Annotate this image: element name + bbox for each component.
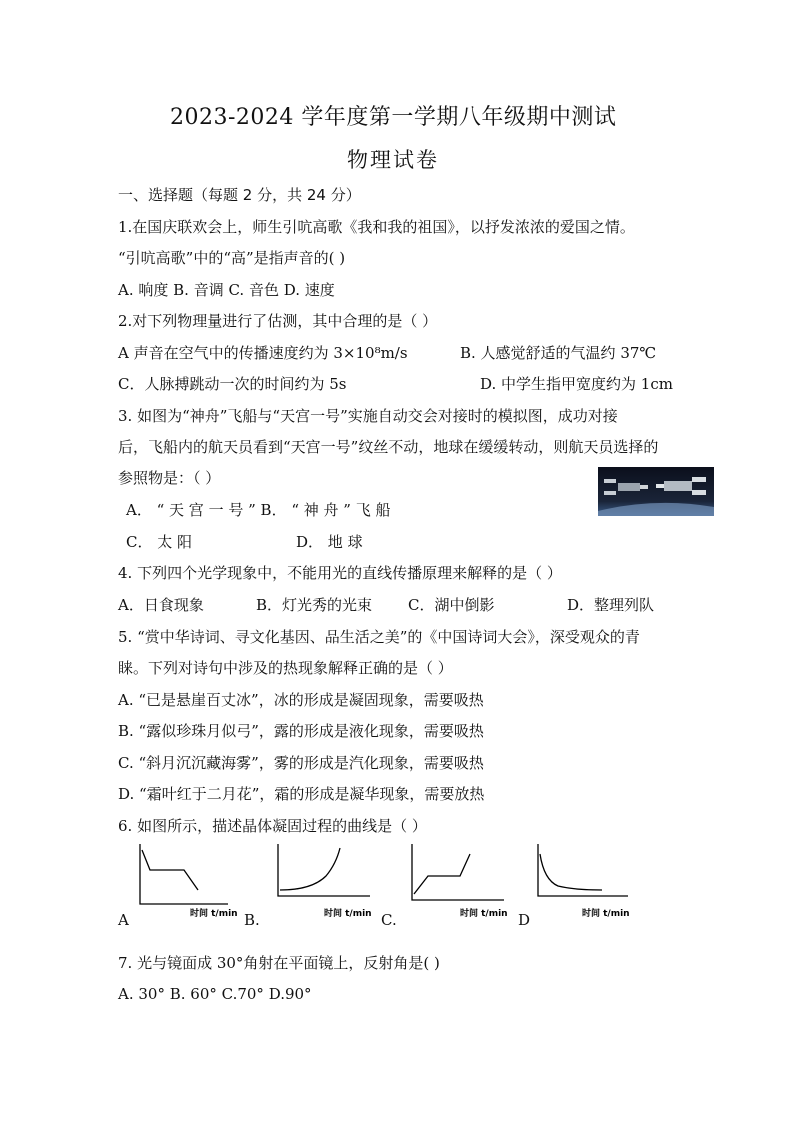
q3-line1: 3. 如图为“神舟”飞船与“天宫一号”实施自动交会对接时的模拟图，成功对接 <box>118 407 618 425</box>
exam-subtitle: 物理试卷 <box>347 148 439 172</box>
q1-line2: “引吭高歌”中的“高”是指声音的( ) <box>118 249 346 267</box>
q6-stem: 6. 如图所示，描述晶体凝固过程的曲线是（ ） <box>118 817 427 835</box>
exam-title: 2023-2024 学年度第一学期八年级期中测试 <box>170 105 617 130</box>
q2-option-b: B. 人感觉舒适的气温约 37℃ <box>460 344 657 362</box>
q6-graph-c <box>404 840 516 922</box>
q2-option-d: D. 中学生指甲宽度约为 1cm <box>480 375 673 393</box>
q2-option-a: A 声音在空气中的传播速度约为 3×10⁸m/s <box>118 344 408 362</box>
q5-option-b: B. “露似珍珠月似弓”，露的形成是液化现象，需要吸热 <box>118 722 484 740</box>
q5-line2: 睐。下列对诗句中涉及的热现象解释正确的是（ ） <box>118 659 453 677</box>
q3-option-d: D． 地 球 <box>296 533 363 551</box>
q6-graph-c-axis-label: 时间 t/min <box>460 909 508 919</box>
q3-option-ab: A． “ 天 宫 一 号 ” B． “ 神 舟 ” 飞 船 <box>126 501 391 519</box>
q4-option-b: B．灯光秀的光束 <box>256 596 373 614</box>
q6-graph-d <box>530 840 640 922</box>
q4-option-a: A．日食现象 <box>118 596 204 614</box>
section-heading: 一、选择题（每题 2 分，共 24 分） <box>118 186 361 204</box>
q7-options: A. 30° B. 60° C.70° D.90° <box>118 985 312 1003</box>
q6-graph-d-axis-label: 时间 t/min <box>582 909 630 919</box>
q6-graph-a-letter: A <box>118 911 129 929</box>
q7-stem: 7. 光与镜面成 30°角射在平面镜上，反射角是( ) <box>118 954 440 972</box>
q6-graph-b-axis-label: 时间 t/min <box>324 909 372 919</box>
q3-option-c: C． 太 阳 <box>126 533 193 551</box>
q3-line2: 后，飞船内的航天员看到“天宫一号”纹丝不动，地球在缓缓转动，则航天员选择的 <box>118 438 659 456</box>
q3-line3: 参照物是：（ ） <box>118 469 221 487</box>
q6-graph-a <box>132 840 242 922</box>
q1-line1: 1.在国庆联欢会上，师生引吭高歌《我和我的祖国》，以抒发浓浓的爱国之情。 <box>118 218 635 236</box>
q5-option-c: C. “斜月沉沉藏海雾”，雾的形成是汽化现象，需要吸热 <box>118 754 484 772</box>
q2-stem: 2.对下列物理量进行了估测，其中合理的是（ ） <box>118 312 438 330</box>
q6-graph-a-axis-label: 时间 t/min <box>190 909 238 919</box>
q4-stem: 4. 下列四个光学现象中，不能用光的直线传播原理来解释的是（ ） <box>118 564 562 582</box>
q4-option-d: D．整理列队 <box>567 596 655 614</box>
q6-graph-b <box>270 840 382 922</box>
q2-option-c: C．人脉搏跳动一次的时间约为 5s <box>118 375 347 393</box>
q6-graph-b-letter: B. <box>244 911 260 929</box>
q4-option-c: C．湖中倒影 <box>408 596 495 614</box>
q5-line1: 5. “赏中华诗词、寻文化基因、品生活之美”的《中国诗词大会》，深受观众的青 <box>118 628 640 646</box>
spacecraft-docking-image <box>598 467 714 516</box>
q5-option-a: A. “已是悬崖百丈冰”，冰的形成是凝固现象，需要吸热 <box>118 691 484 709</box>
q6-graph-d-letter: D <box>518 911 531 929</box>
q6-graph-c-letter: C. <box>381 911 397 929</box>
q1-options: A. 响度 B. 音调 C. 音色 D. 速度 <box>118 281 335 299</box>
q5-option-d: D. “霜叶红于二月花”，霜的形成是凝华现象，需要放热 <box>118 785 485 803</box>
